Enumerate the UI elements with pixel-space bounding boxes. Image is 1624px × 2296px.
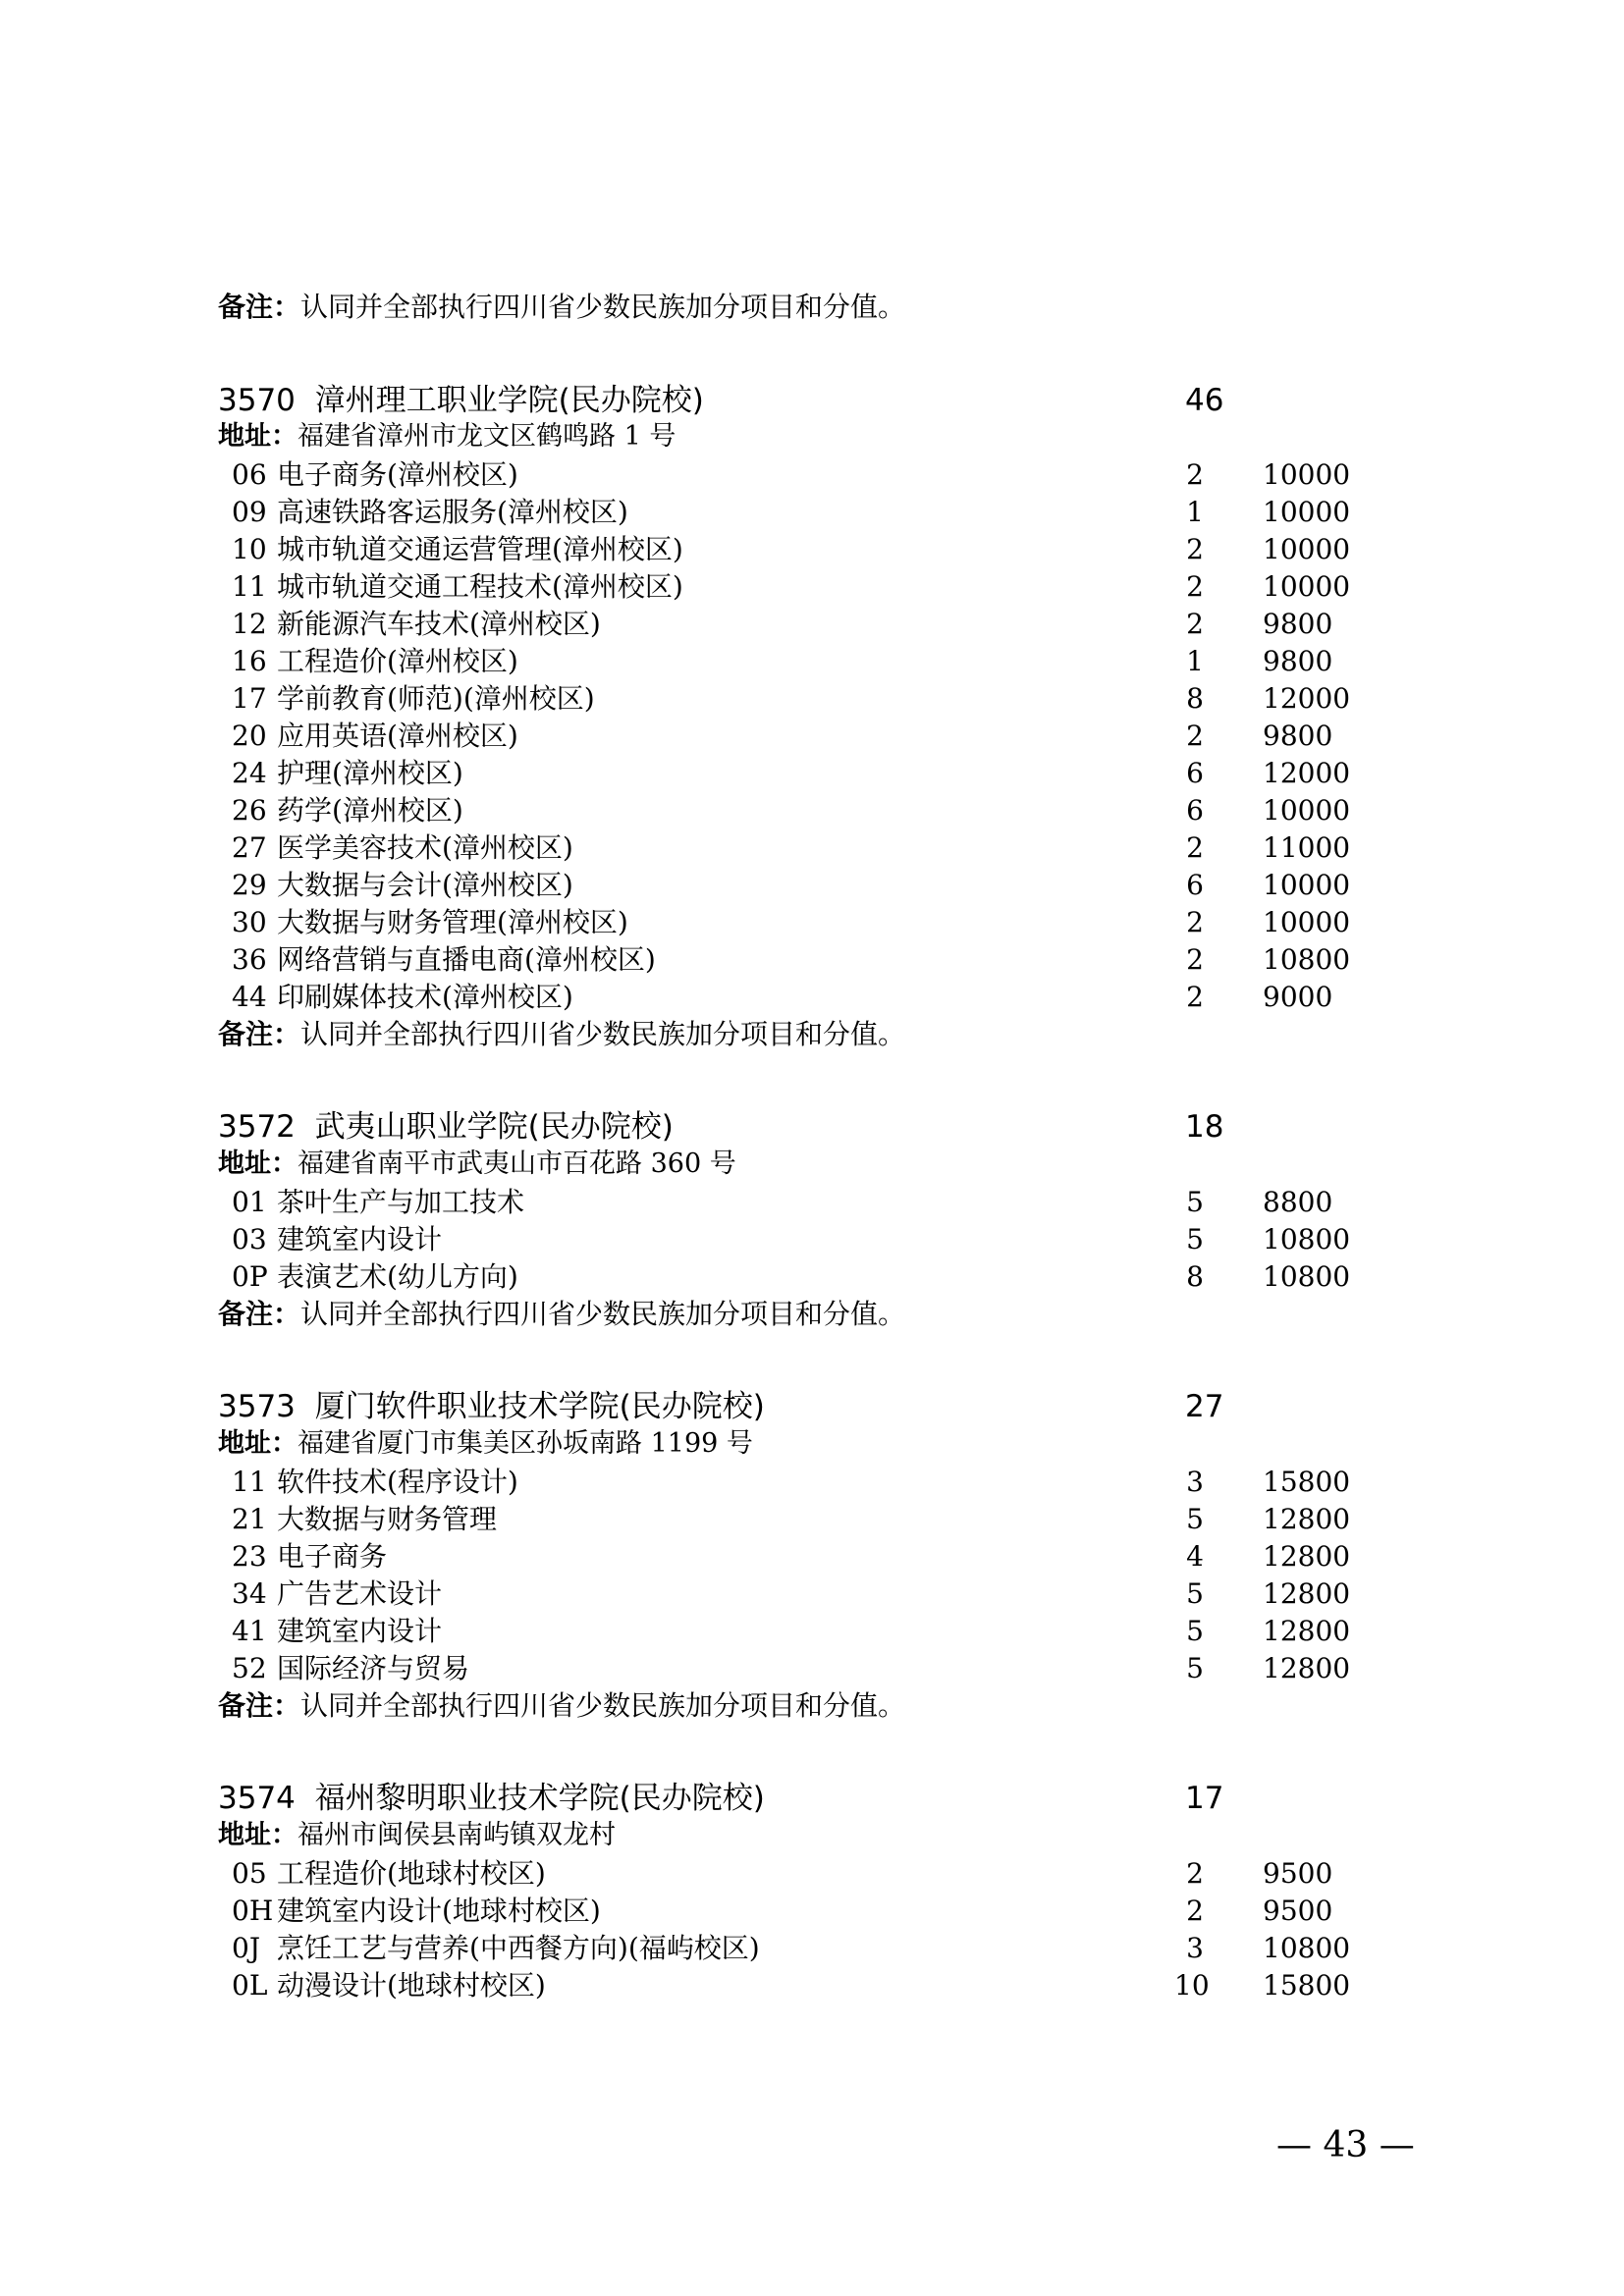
school-address: 地址：福建省南平市武夷山市百花路 360 号 <box>218 1148 736 1179</box>
major-row: 12 新能源汽车技术(漳州校区) 2 9800 <box>232 608 1333 640</box>
remark-line <box>218 289 905 326</box>
major-row: 21 大数据与财务管理 5 12800 <box>232 1503 1351 1535</box>
school-address: 地址：福州市闽侯县南屿镇双龙村 <box>218 1820 616 1850</box>
school-total-count: 17 <box>1185 1781 1224 1816</box>
school-header <box>218 1107 1298 1147</box>
major-row: 0P 表演艺术(幼儿方向) 8 10800 <box>232 1260 1351 1293</box>
major-row: 23 电子商务 4 12800 <box>232 1540 1351 1573</box>
remark-line: 备注：认同并全部执行四川省少数民族加分项目和分值。 <box>218 1298 906 1330</box>
major-row: 11 城市轨道交通工程技术(漳州校区) 2 10000 <box>232 570 1351 603</box>
major-row: 06 电子商务(漳州校区) 2 10000 <box>232 458 1351 491</box>
major-row: 01 茶叶生产与加工技术 5 8800 <box>232 1186 1333 1218</box>
major-row: 24 护理(漳州校区) 6 12000 <box>232 757 1351 789</box>
school-address: 地址：福建省漳州市龙文区鹤鸣路 1 号 <box>218 421 677 452</box>
major-row: 0J 烹饪工艺与营养(中西餐方向)(福屿校区) 3 10800 <box>232 1932 1351 1964</box>
school-title: 3572 武夷山职业学院(民办院校) <box>218 1109 674 1145</box>
major-row: 16 工程造价(漳州校区) 1 9800 <box>232 645 1333 677</box>
major-row: 20 应用英语(漳州校区) 2 9800 <box>232 720 1333 752</box>
school-header <box>218 1779 1298 1818</box>
major-row: 27 医学美容技术(漳州校区) 2 11000 <box>232 831 1351 864</box>
major-row: 05 工程造价(地球村校区) 2 9500 <box>232 1857 1333 1890</box>
major-row: 29 大数据与会计(漳州校区) 6 10000 <box>232 869 1351 901</box>
major-row: 26 药学(漳州校区) 6 10000 <box>232 794 1351 827</box>
major-row: 36 网络营销与直播电商(漳州校区) 2 10800 <box>232 943 1351 976</box>
school-title: 3574 福州黎明职业技术学院(民办院校) <box>218 1781 765 1816</box>
page-number: — 43 — <box>1276 2125 1415 2165</box>
remark-line: 备注：认同并全部执行四川省少数民族加分项目和分值。 <box>218 1018 906 1050</box>
remark-text: 认同并全部执行四川省少数民族加分项目和分值。 <box>300 291 906 323</box>
school-address: 地址：福建省厦门市集美区孙坂南路 1199 号 <box>218 1428 753 1459</box>
major-row: 10 城市轨道交通运营管理(漳州校区) 2 10000 <box>232 533 1351 565</box>
major-row: 41 建筑室内设计 5 12800 <box>232 1615 1351 1647</box>
major-row: 44 印刷媒体技术(漳州校区) 2 9000 <box>232 981 1333 1013</box>
major-row: 09 高速铁路客运服务(漳州校区) 1 10000 <box>232 496 1351 528</box>
school-title: 3573 厦门软件职业技术学院(民办院校) <box>218 1389 765 1424</box>
school-header <box>218 1387 1298 1426</box>
school-total-count: 46 <box>1185 383 1224 418</box>
major-row: 52 国际经济与贸易 5 12800 <box>232 1652 1351 1684</box>
school-total-count: 18 <box>1185 1109 1224 1145</box>
school-header <box>218 381 1298 420</box>
remark-line: 备注：认同并全部执行四川省少数民族加分项目和分值。 <box>218 1689 906 1722</box>
remark-label: 备注： <box>218 291 301 323</box>
major-row: 11 软件技术(程序设计) 3 15800 <box>232 1466 1351 1498</box>
major-row: 30 大数据与财务管理(漳州校区) 2 10000 <box>232 906 1351 938</box>
major-row: 03 建筑室内设计 5 10800 <box>232 1223 1351 1255</box>
major-row: 34 广告艺术设计 5 12800 <box>232 1577 1351 1610</box>
major-row: 0H 建筑室内设计(地球村校区) 2 9500 <box>232 1895 1333 1927</box>
major-row: 0L 动漫设计(地球村校区) 10 15800 <box>232 1969 1351 2002</box>
school-total-count: 27 <box>1185 1389 1224 1424</box>
school-title: 3570 漳州理工职业学院(民办院校) <box>218 383 704 418</box>
major-row: 17 学前教育(师范)(漳州校区) 8 12000 <box>232 682 1351 715</box>
